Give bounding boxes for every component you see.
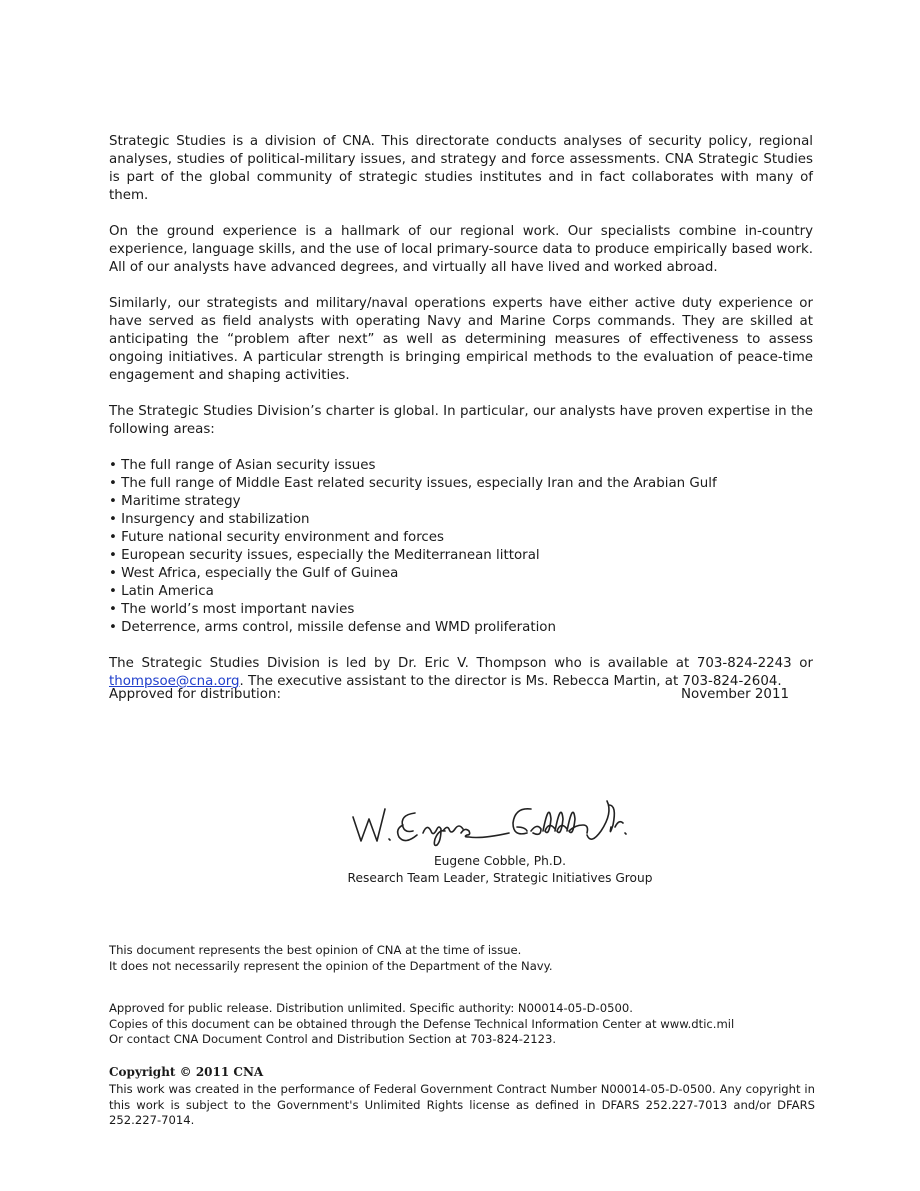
approval-row [109, 686, 789, 704]
list-item: • The world’s most important navies [109, 602, 355, 617]
list-item: • Insurgency and stabilization [109, 512, 310, 527]
disclaimer-line: It does not necessarily represent the opinion of the Department of the Navy. [109, 959, 553, 973]
leader-text: The Strategic Studies Division is led by Dr. Eric V. Thompson who is available at 703-824-2243 or [109, 656, 813, 671]
copyright-body: This work was created in the performance of Federal Government Contract Number N00014-05-D-0500. Any copyright in this work is subject to the Government's Unlimited Rights license as defined in DFARS 252.227-7013 and/or DFARS 252.227-7014. [109, 1082, 815, 1127]
list-item: • Maritime strategy [109, 494, 241, 509]
charter-paragraph: The Strategic Studies Division’s charter is global. In particular, our analysts have proven expertise in the following areas: [109, 404, 813, 437]
list-item: • West Africa, especially the Gulf of Guinea [109, 566, 399, 581]
signer-name: Eugene Cobble, Ph.D. [433, 854, 567, 868]
list-item: • The full range of Middle East related security issues, especially Iran and the Arabian Gulf [109, 476, 717, 491]
strategists-paragraph: Similarly, our strategists and military/naval operations experts have either active duty experience or have served as field analysts with operating Navy and Marine Corps commands. They are skilled at anticipating the “problem after next” as well as determining measures of effectiveness to assess ongoing initiatives. A particular strength is bringing empirical methods to the evaluation of peace-time engagement and shaping activities. [109, 296, 813, 383]
email-link[interactable]: thompsoe@cna.org [109, 674, 240, 689]
main-body [109, 133, 813, 691]
leader-text-end: . The executive assistant to the director is Ms. Rebecca Martin, at 703-824-2604. [239, 674, 782, 689]
release-line: Approved for public release. Distribution unlimited. Specific authority: N00014-05-D-0500. [109, 1001, 633, 1015]
expertise-list [109, 457, 813, 637]
handwritten-signature [345, 795, 645, 853]
list-item: • The full range of Asian security issues [109, 458, 376, 473]
release-line: Copies of this document can be obtained through the Defense Technical Information Center at www.dtic.mil [109, 1017, 735, 1031]
regional-work-paragraph: On the ground experience is a hallmark of our regional work. Our specialists combine in-country experience, language skills, and the use of local primary-source data to produce empirically based work. All of our analysts have advanced degrees, and virtually all have lived and worked abroad. [109, 224, 813, 275]
approval-date: November 2011 [681, 687, 789, 702]
approval-label: Approved for distribution: [109, 687, 281, 702]
list-item: • Future national security environment and forces [109, 530, 444, 545]
list-item: • Latin America [109, 584, 214, 599]
list-item: • European security issues, especially the Mediterranean littoral [109, 548, 540, 563]
list-item: • Deterrence, arms control, missile defense and WMD proliferation [109, 620, 556, 635]
signer-title: Research Team Leader, Strategic Initiatives Group [347, 871, 653, 885]
release-line: Or contact CNA Document Control and Distribution Section at 703-824-2123. [109, 1032, 557, 1046]
disclaimer-line: This document represents the best opinion of CNA at the time of issue. [109, 943, 522, 957]
intro-paragraph: Strategic Studies is a division of CNA. This directorate conducts analyses of security policy, regional analyses, studies of political-military issues, and strategy and force assessments. CNA Strategic Studies is part of the global community of strategic studies institutes and in fact collaborates with many of them. [109, 134, 813, 203]
copyright-heading: Copyright © 2011 CNA [109, 1065, 264, 1079]
